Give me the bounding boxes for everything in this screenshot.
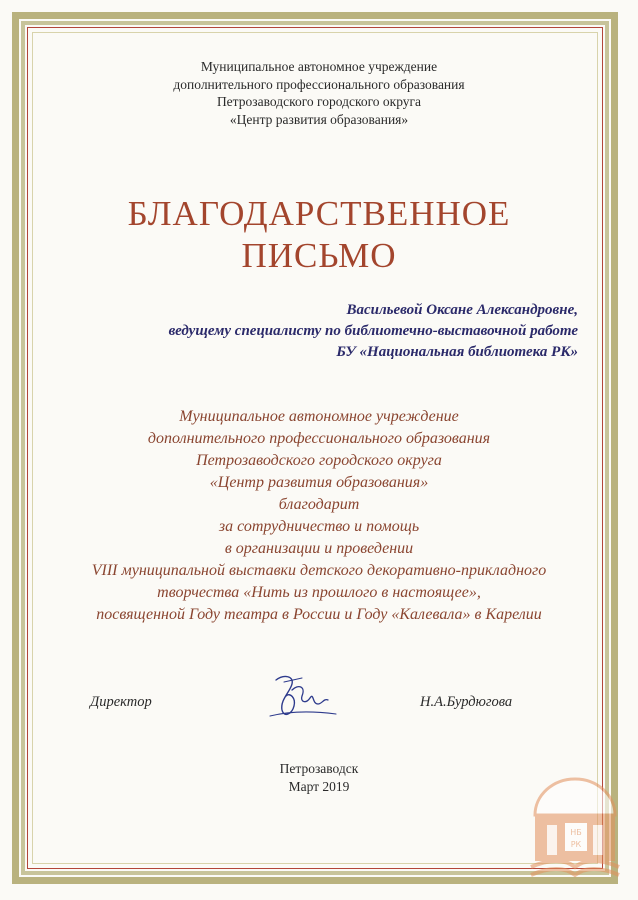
- body-line: VIII муниципальной выставки детского декоративно-прикладного: [91, 562, 547, 579]
- library-logo-watermark: [525, 775, 625, 885]
- body-line: в организации и проведении: [224, 540, 414, 557]
- body-line: творчества «Нить из прошлого в настоящее»,: [157, 584, 481, 601]
- signatory-title: Директор: [90, 694, 152, 710]
- title-line-2: ПИСЬМО: [241, 236, 397, 275]
- title-line-1: БЛАГОДАРСТВЕННОЕ: [127, 194, 511, 233]
- issuer-header-line: «Центр развития образования»: [229, 111, 409, 127]
- date: Март 2019: [288, 779, 350, 794]
- recipient-position: ведущему специалисту по библиотечно-выставочной работе: [168, 323, 578, 339]
- place-and-date: [40, 760, 598, 796]
- body-line: Муниципальное автономное учреждение: [179, 408, 459, 425]
- signatory-name: Н.А.Бурдюгова: [420, 694, 513, 710]
- recipient-name: Васильевой Оксане Александровне,: [346, 302, 578, 318]
- handwritten-signature: [262, 670, 342, 730]
- svg-text:НБ: НБ: [570, 828, 582, 837]
- issuer-header-line: Муниципальное автономное учреждение: [200, 59, 438, 74]
- recipient-block: [38, 300, 578, 363]
- issuer-header: [40, 58, 598, 128]
- gratitude-text: [36, 406, 602, 626]
- body-line: благодарит: [278, 496, 360, 513]
- body-line: «Центр развития образования»: [209, 474, 429, 491]
- issuer-header-line: дополнительного профессионального образования: [173, 76, 465, 92]
- document-title: [40, 193, 598, 277]
- body-line: дополнительного профессионального образования: [147, 430, 491, 447]
- body-line: за сотрудничество и помощь: [218, 518, 420, 535]
- body-line: Петрозаводского городского округа: [196, 452, 442, 469]
- recipient-organization: БУ «Национальная библиотека РК»: [336, 344, 578, 360]
- city: Петрозаводск: [279, 761, 359, 776]
- svg-text:РК: РК: [570, 840, 582, 849]
- body-line: посвященной Году театра в России и Году «Калевала» в Карелии: [96, 606, 542, 623]
- issuer-header-line: Петрозаводского городского округа: [216, 94, 422, 109]
